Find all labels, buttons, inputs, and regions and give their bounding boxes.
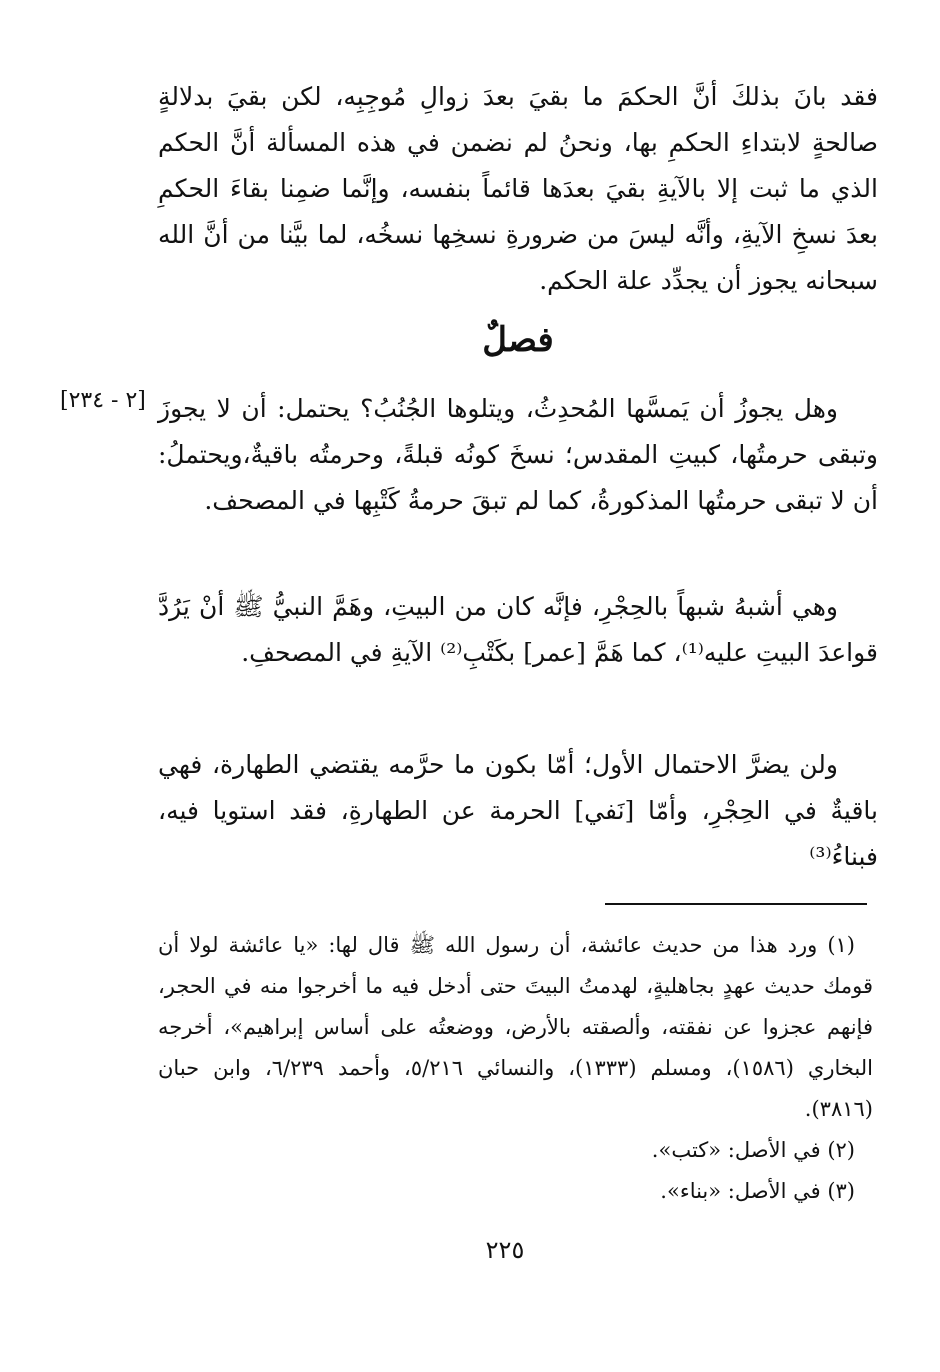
paragraph-4: ولن يضرَّ الاحتمال الأول؛ أمّا بكون ما حرَّمه يقتضي الطهارة، فهي باقيةٌ في الحِجْرِ، وأمّا [نَفي] الحرمة عن الطهارةِ، فقد استويا فيه، فبناءُ⁽³⁾ (158, 750, 878, 871)
paragraph-2: وهل يجوزُ أن يَمسَّها المُحدِثُ، ويتلوها الجُنُبُ؟ يحتمل: أن لا يجوزَ وتبقى حرمتُها، كبيتِ المقدس؛ نسخَ كونُه قبلةً، وحرمتُه باقيةٌ،ويحتملُ: أن لا تبقى حرمتُها المذكورةُ، كما لم تبقَ حرمةُ كَتْبِها في المصحف. (158, 394, 878, 515)
paragraph-3: وهي أشبهُ شبهاً بالحِجْرِ، فإنَّه كان من البيتِ، وهَمَّ النبيُّ ﷺ أنْ يَرُدَّ قواعدَ البيتِ عليه⁽¹⁾، كما هَمَّ [عمر] بكَتْبِ⁽²⁾ الآيةِ في المصحفِ. (158, 592, 878, 667)
margin-reference: [٢ - ٢٣٤] (60, 388, 146, 413)
paragraph-1: فقد بانَ بذلكَ أنَّ الحكمَ ما بقيَ بعدَ زوالِ مُوجِبِه، لكن بقيَ بدلالةٍ صالحةٍ لابتداءِ الحكمِ بها، ونحنُ لم نضمن في هذه المسألة أنَّ الحكم الذي ما ثبت إلا بالآيةِ بقيَ بعدَها قائماً بنفسه، وإنَّما ضمِنا بقاءَ الحكمِ بعدَ نسخِ الآيةِ، وأنَّه ليسَ من ضرورةِ نسخِها نسخُه، لما بيَّنا من أنَّ الله سبحانه يجوز أن يجدِّد علة الحكم. (158, 82, 878, 295)
footnote-1: (١) ورد هذا من حديث عائشة، أن رسول الله ﷺ قال لها: «يا عائشة لولا أن قومك حديث عهدٍ بجاهليةٍ، لهدمتُ البيتَ حتى أدخل فيه ما أخرجوا منه في الحجر، فإنهم عجزوا عن نفقته، وألصقته بالأرض، ووضعتُه على أساس إبراهيم»، أخرجه البخاري (١٥٨٦)، ومسلم (١٣٣٣)، والنسائي ٥/٢١٦، وأحمد ٦/٢٣٩، وابن حبان (٣٨١٦). (158, 933, 873, 1121)
section-heading: فصلٌ (482, 320, 554, 360)
page-number: ٢٢٥ (485, 1236, 525, 1264)
footnote-separator (605, 903, 867, 905)
footnotes (158, 925, 873, 1212)
footnote-3: (٣) في الأصل: «بناء». (660, 1179, 855, 1203)
footnote-2: (٢) في الأصل: «كتب». (651, 1138, 855, 1162)
